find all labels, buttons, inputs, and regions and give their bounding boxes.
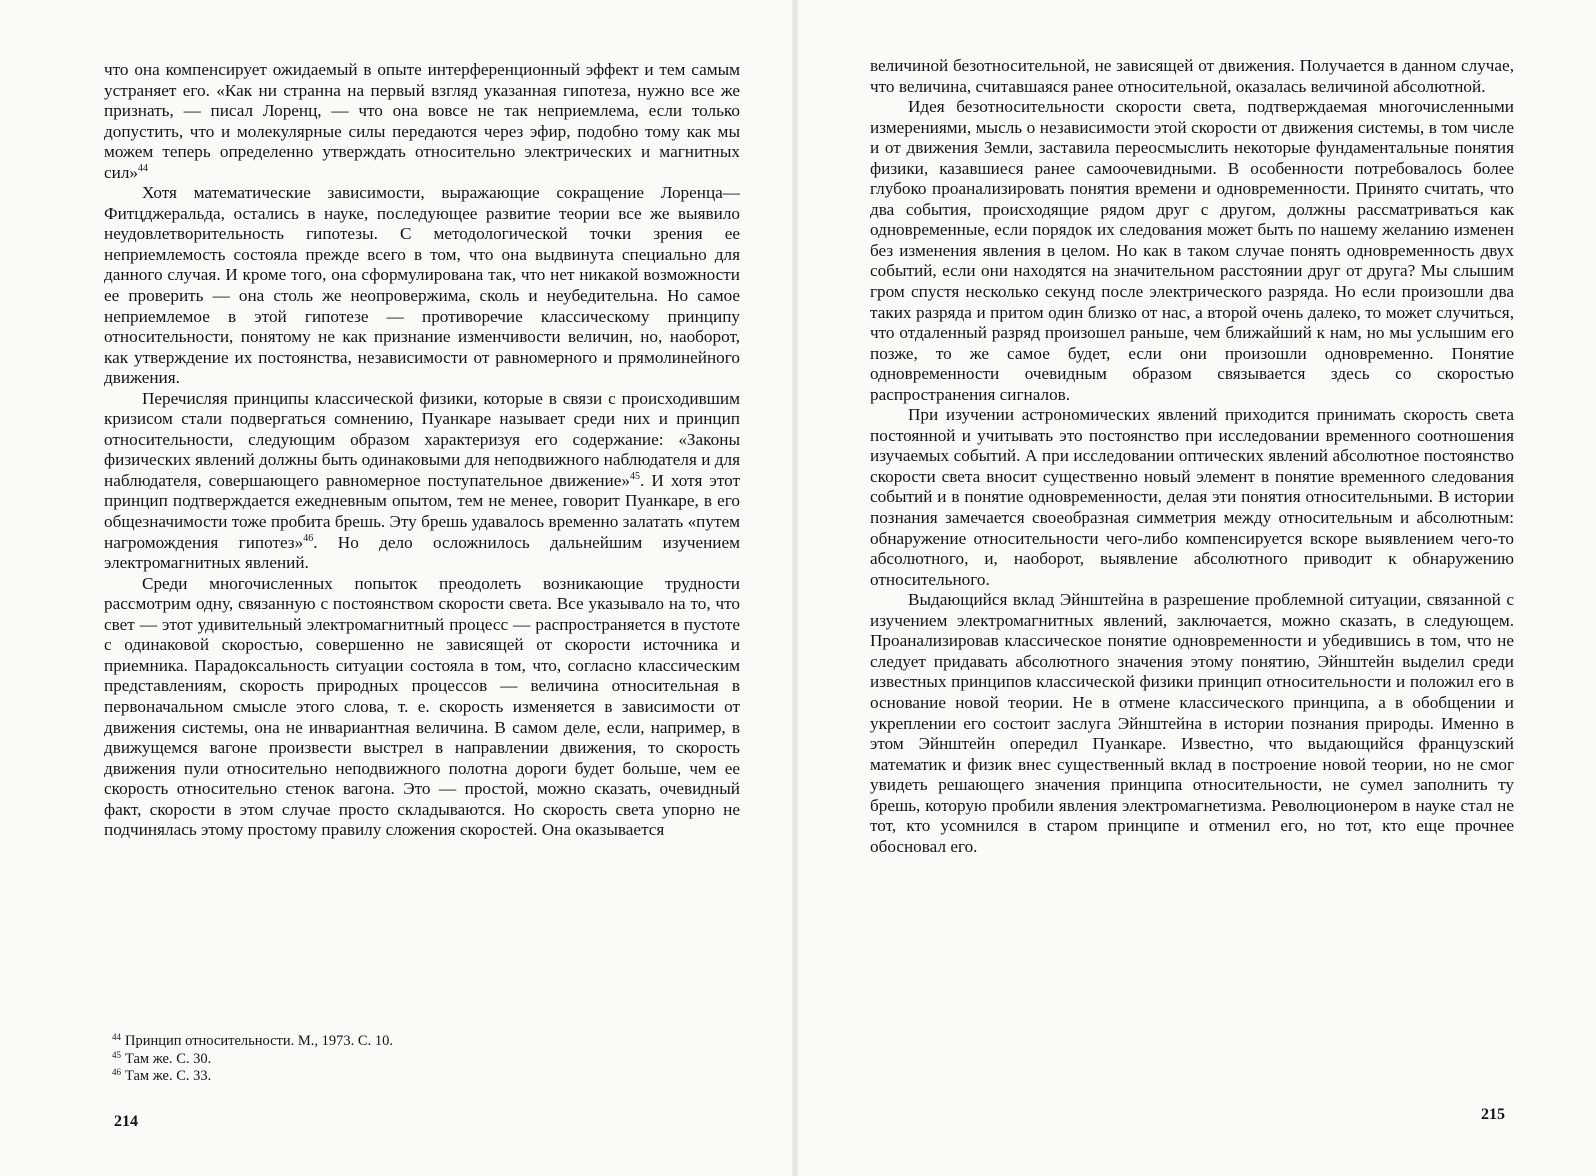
paragraph: величиной безотносительной, не зависящей от движения. Получается в данном случае, что величина, считавшаяся ранее относительной, оказалась величиной абсолютной. [870,56,1514,96]
paragraph: Хотя математические зависимости, выражающие сокращение Лоренца—Фитцджеральда, остались в науке, последующее развитие теории все же выявило неудовлетворительность гипотезы. С методологической точки зрения ее неприемлемость состояла прежде всего в том, что она выдвинута специально для данного случая. И кроме того, она сформулирована так, что нет никакой возможности ее проверить — она столь же неопровержима, сколь и неубедительна. Но самое неприемлемое в этой гипотезе — противоречие классическому принципу относительности, понятому не как признание изменчивости величин, но, наоборот, как утверждение их постоянства, независимости от равномерного и прямолинейного движения. [104,183,740,388]
footnote: $^{44}$ Принцип относительности. М., 1973. С. 10. [112,1032,393,1049]
paragraph: Выдающийся вклад Эйнштейна в разрешение проблемной ситуации, связанной с изучением электромагнитных явлений, заключается, можно сказать, в следующем. Проанализировав классическое понятие одновременности и убедившись в том, что не следует придавать абсолютного значения этому понятию, Эйнштейн выделил среди известных принципов классической физики принцип относительности и положил его в основание новой теории. Не в отмене классического принципа, а в обобщении и укреплении его состоит заслуга Эйнштейна в истории познания природы. Именно в этом Эйнштейн опередил Пуанкаре. Известно, что выдающийся французский математик и физик внес существенный вклад в построение новой теории, но не смог увидеть решающего значения принципа относительности, не сумел заполнить ту брешь, которую пробили явления электромагнетизма. Революционером в науке стал не тот, кто усомнился в старом принципе и отменил его, но тот, кто еще прочнее обосновал его. [870,590,1514,856]
paragraph: Перечисляя принципы классической физики, которые в связи с происходившим кризисом стали подвергаться сомнению, Пуанкаре называет среди них и принцип относительности, следующим образом характеризуя его содержание: «Законы физических явлений должны быть одинаковыми для неподвижного наблюдателя и для наблюдателя, совершающего равномерное поступательное движение»$^{45}$. И хотя этот принцип подтверждается ежедневным опытом, тем не менее, говорит Пуанкаре, в его общезначимости тоже пробита брешь. Эту брешь удавалось временно залатать «путем нагромождения гипотез»$^{46}$. Но дело осложнилось дальнейшим изучением электромагнитных явлений. [104,388,740,573]
footnote-ref: 44 [138,162,148,174]
page-number: 214 [114,1113,138,1130]
paragraph: Среди многочисленных попыток преодолеть возникающие трудности рассмотрим одну, связанную с постоянством скорости света. Все указывало на то, что свет — этот удивительный электромагнитный процесс — распространяется в пустоте с одинаковой скоростью, совершенно не зависящей от скорости источника и приемника. Парадоксальность ситуации состояла в том, что, согласно классическим представлениям, скорость природных процессов — величина относительная в первоначальном смысле этого слова, т. е. скорость изменяется в зависимости от движения системы, она не инвариантная величина. В самом деле, если, например, в движущемся вагоне произвести выстрел в направлении движения, то скорость движения пули относительно неподвижного полотна дороги будет больше, чем ее скорость относительно стенок вагона. Это — простой, можно сказать, очевидный факт, скорости в этом случае просто складываются. Но скорость света упорно не подчинялась этому простому правилу сложения скоростей. Она оказывается [104,573,740,840]
right-text-column [870,56,1514,857]
right-page [800,0,1596,1176]
paragraph: Идея безотносительности скорости света, подтверждаемая многочисленными измерениями, мысль о независимости этой скорости от движения системы, в том числе и от движения Земли, заставила переосмыслить некоторые фундаментальные понятия физики, казавшиеся ранее самоочевидными. В особенности потребовалось более глубоко проанализировать понятия времени и одновременности. Принято считать, что два события, происходящие рядом друг с другом, должны рассматриваться как одновременные, если порядок их следования может быть по нашему желанию изменен без изменения явления в целом. Но как в таком случае понять одновременность двух событий, если они находятся на значительном расстоянии друг от друга? Мы слышим гром спустя несколько секунд после электрического разряда. Но если произошли два таких разряда и притом один близко от нас, а второй очень далеко, то может случиться, что отдаленный разряд произошел раньше, чем ближайший к нам, но мы услышим его позже, то же самое будет, если они произошли одновременно. Понятие одновременности очевидным образом связывается здесь со скоростью распространения сигналов. [870,97,1514,404]
footnote: $^{46}$ Там же. С. 33. [112,1067,212,1084]
footnote-ref: 46 [303,532,314,544]
left-page [0,0,790,1176]
paragraph: что она компенсирует ожидаемый в опыте интерференционный эффект и тем самым устраняет его. «Как ни странна на первый взгляд указанная гипотеза, нужно все же признать, — писал Лоренц, — что она вовсе не так неприемлема, если только допустить, что и молекулярные силы передаются через эфир, подобно тому как мы можем теперь определенно утверждать относительно электрических и магнитных сил»$^{44}$ [104,60,740,182]
left-text-column [104,60,740,841]
footnote: $^{45}$ Там же. С. 30. [112,1049,212,1067]
paragraph: При изучении астрономических явлений приходится принимать скорость света постоянной и учитывать это постоянство при исследовании временного соотношения изучаемых событий. А при исследовании оптических явлений абсолютное постоянство скорости света вносит существенно новый элемент в понятие временного следования событий и в понятие одновременности, делая эти понятия относительными. В истории познания замечается своеобразная симметрия между относительным и абсолютным: обнаружение относительности чего-либо компенсируется вскоре выявлением чего-то абсолютного, и, наоборот, выявление абсолютного приводит к обнаружению относительного. [870,405,1514,589]
footnotes [112,1033,732,1086]
footnote-ref: 45 [629,470,640,482]
page-number: 215 [1481,1106,1505,1123]
book-gutter [792,0,798,1176]
